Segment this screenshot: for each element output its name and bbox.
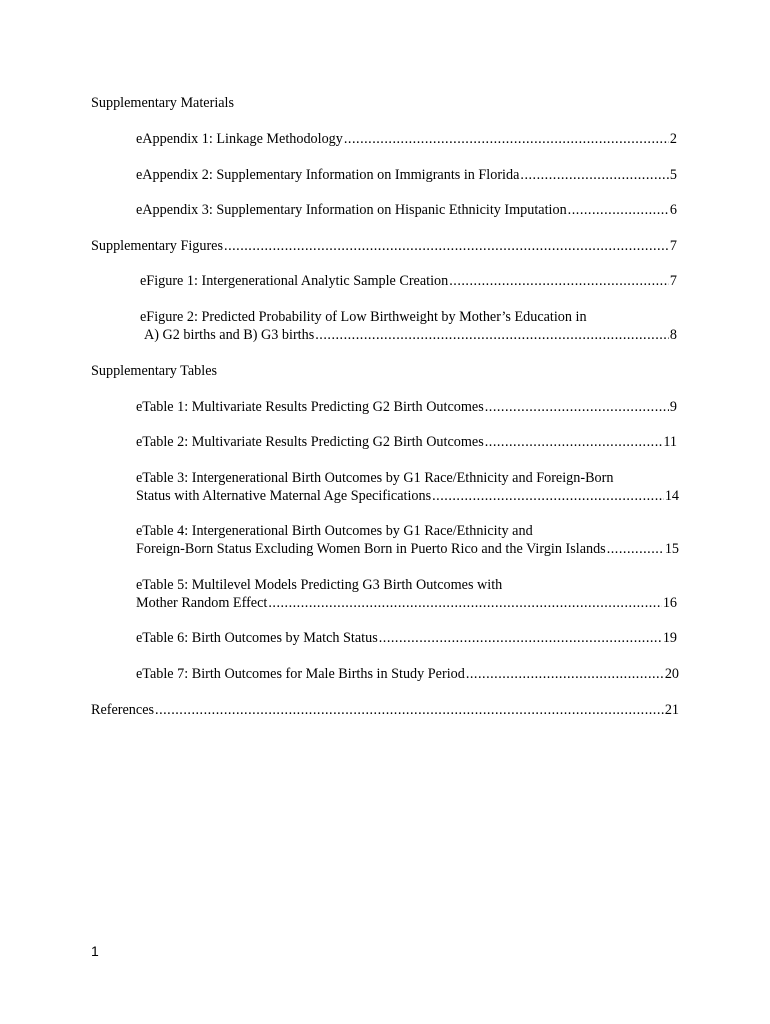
dot-leader <box>568 201 669 219</box>
dot-leader <box>466 665 664 683</box>
toc-entry-page: 15 <box>664 541 679 557</box>
toc-entry-etable-4[interactable] <box>136 540 679 558</box>
toc-entry-title: Supplementary Figures <box>91 238 224 254</box>
toc-entry-title: eFigure 1: Intergenerational Analytic Sample Creation <box>140 273 449 289</box>
toc-entry-title: eAppendix 3: Supplementary Information on Hispanic Ethnicity Imputation <box>136 202 567 218</box>
toc-entry-title: A) G2 births and B) G3 births <box>144 327 315 343</box>
toc-entry-page: 16 <box>662 595 677 611</box>
dot-leader <box>520 166 669 184</box>
dot-leader <box>485 398 669 416</box>
toc-entry-eappendix-3[interactable] <box>136 201 677 219</box>
toc-entry-supplementary-figures[interactable] <box>91 237 677 255</box>
toc-entry-etable-6[interactable] <box>136 629 677 647</box>
dot-leader <box>268 594 661 612</box>
toc-entry-efigure-2[interactable] <box>144 326 677 344</box>
dot-leader <box>379 629 662 647</box>
toc-entry-page: 8 <box>669 327 677 343</box>
dot-leader <box>315 326 669 344</box>
toc-entry-references[interactable] <box>91 701 679 719</box>
toc-entry-title: Status with Alternative Maternal Age Specifications <box>136 488 432 504</box>
toc-entry-title: eAppendix 1: Linkage Methodology <box>136 131 343 147</box>
toc-entry-title: eTable 1: Multivariate Results Predicting G2 Birth Outcomes <box>136 399 484 415</box>
dot-leader <box>607 540 664 558</box>
toc-entry-etable-5-line1[interactable]: eTable 5: Multilevel Models Predicting G3 Birth Outcomes with <box>136 577 503 593</box>
supplementary-tables-heading: Supplementary Tables <box>91 363 218 379</box>
toc-entry-title: eAppendix 2: Supplementary Information on Immigrants in Florida <box>136 167 520 183</box>
page-number: 1 <box>91 943 99 959</box>
dot-leader <box>449 272 669 290</box>
toc-entry-efigure-1[interactable] <box>140 272 677 290</box>
toc-entry-page: 9 <box>669 399 677 415</box>
toc-entry-title: eTable 7: Birth Outcomes for Male Births in Study Period <box>136 666 465 682</box>
dot-leader <box>155 701 664 719</box>
toc-entry-efigure-2-line1[interactable]: eFigure 2: Predicted Probability of Low Birthweight by Mother’s Education in <box>140 309 587 325</box>
toc-entry-title: eTable 2: Multivariate Results Predicting G2 Birth Outcomes <box>136 434 484 450</box>
toc-entry-eappendix-2[interactable] <box>136 166 677 184</box>
toc-entry-title: References <box>91 702 155 718</box>
toc-entry-etable-1[interactable] <box>136 398 677 416</box>
toc-entry-page: 11 <box>663 434 677 450</box>
toc-entry-title: Mother Random Effect <box>136 595 268 611</box>
toc-entry-etable-3[interactable] <box>136 487 679 505</box>
toc-entry-page: 14 <box>664 488 679 504</box>
toc-entry-page: 2 <box>669 131 677 147</box>
toc-entry-page: 6 <box>669 202 677 218</box>
toc-entry-etable-7[interactable] <box>136 665 679 683</box>
toc-entry-etable-5[interactable] <box>136 594 677 612</box>
toc-entry-etable-2[interactable] <box>136 433 677 451</box>
toc-entry-etable-3-line1[interactable]: eTable 3: Intergenerational Birth Outcomes by G1 Race/Ethnicity and Foreign-Born <box>136 470 614 486</box>
toc-entry-page: 7 <box>669 238 677 254</box>
toc-entry-title: Foreign-Born Status Excluding Women Born in Puerto Rico and the Virgin Islands <box>136 541 606 557</box>
toc-entry-page: 21 <box>664 702 679 718</box>
dot-leader <box>344 130 669 148</box>
toc-entry-eappendix-1[interactable] <box>136 130 677 148</box>
toc-entry-etable-4-line1[interactable]: eTable 4: Intergenerational Birth Outcomes by G1 Race/Ethnicity and <box>136 523 533 539</box>
dot-leader <box>485 433 663 451</box>
toc-entry-page: 5 <box>669 167 677 183</box>
supplementary-materials-heading: Supplementary Materials <box>91 95 235 111</box>
toc-entry-page: 20 <box>664 666 679 682</box>
toc-entry-page: 19 <box>662 630 677 646</box>
dot-leader <box>224 237 669 255</box>
toc-entry-title: eTable 6: Birth Outcomes by Match Status <box>136 630 378 646</box>
toc-entry-page: 7 <box>669 273 677 289</box>
dot-leader <box>432 487 664 505</box>
